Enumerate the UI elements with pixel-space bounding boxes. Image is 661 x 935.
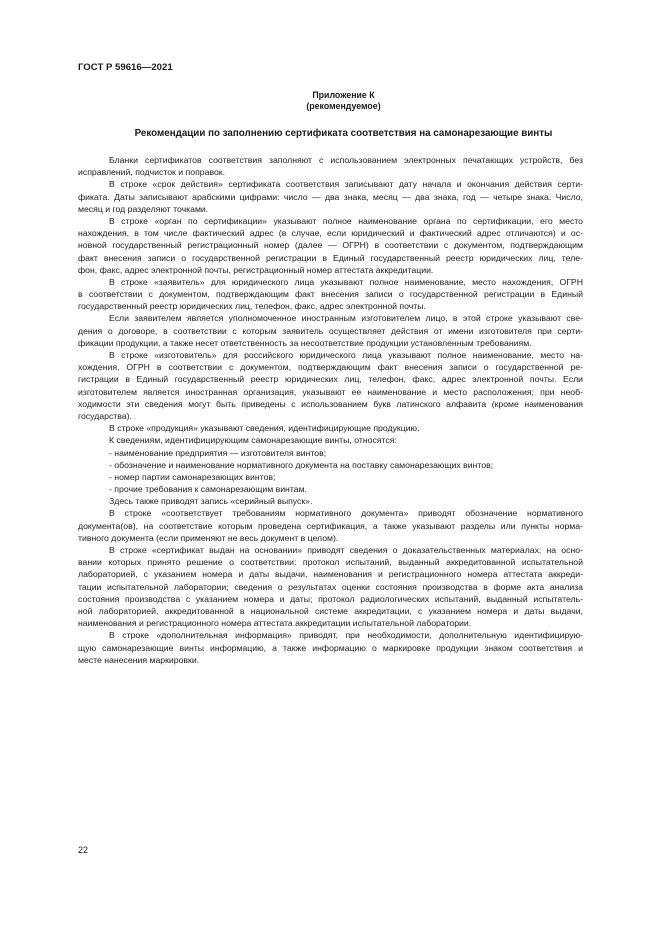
list-item [78, 459, 583, 471]
text-line: - обозначение и наименование нормативного документа на поставку самонарезающих винтов; [109, 459, 494, 470]
annex-status: (рекомендуемое) [306, 101, 381, 111]
text-line: Если заявителем является уполномоченное иностранным изготовителем лицо, в этой строке указывают све- [109, 313, 583, 324]
text-line: В строке «сертификат выдан на основании» приводят сведения о доказательственных материалах, на осно- [109, 545, 583, 555]
text-line: дения о договоре, в соответствии с которым заявитель осуществляет действия от имени изготовителя при серти- [78, 325, 583, 336]
list-item [78, 447, 583, 459]
text-line: государства). [78, 410, 132, 421]
text-line: месяц и год разделяют точками. [78, 203, 209, 214]
section-title: Рекомендации по заполнению сертификата соответствия на самонарезающие винты [134, 128, 553, 139]
text-line: Бланки сертификатов соответствия заполняют с использованием электронных печатающих устройств, без [109, 155, 583, 165]
document-code: ГОСТ Р 59616—2021 [78, 62, 173, 73]
paragraph [78, 434, 583, 446]
paragraph [78, 215, 583, 276]
text-line: В строке «изготовитель» для российского юридического лица указывают полное наименование, место на- [109, 350, 583, 360]
text-line: фиката. Даты записывают арабскими цифрами: число — два знака, месяц — два знака, год — четыре знака. Число, [78, 191, 583, 202]
paragraph [78, 154, 583, 178]
paragraph [78, 178, 583, 215]
paragraph [78, 544, 583, 629]
paragraph [78, 312, 583, 349]
text-line: нахождения, в том числе фактический адрес (в случае, если юридический и фактический адрес отличаются) и ос- [78, 228, 583, 239]
text-line: В строке «соответствует требованиям нормативного документа» приводят обозначение нормативного [109, 508, 583, 519]
text-line: новной государственный регистрационный номер (далее — ОГРН) в соответствии с документом, подтверждающим [78, 240, 583, 251]
text-line: В строке «продукция» указывают сведения, идентифицирующие продукцию. [109, 423, 420, 434]
text-line: гистрации в Единый государственный реестр юридических лиц, телефон, факс, адрес электронной почты. Если [78, 374, 583, 385]
text-line: - прочие требования к самонарезающим винтам. [109, 484, 307, 495]
document-body [78, 154, 583, 666]
text-line: В строке «заявитель» для юридического лица указывают полное наименование, место нахождения, ОГРН [109, 276, 583, 287]
paragraph [78, 507, 583, 544]
paragraph [78, 495, 583, 507]
paragraph [78, 629, 583, 666]
text-line: В строке «срок действия» сертификата соответствия записывают дату начала и окончания действия серти- [109, 179, 583, 190]
text-line: исправлений, подчисток и поправок. [78, 167, 226, 178]
text-line: в соответствии с документом, подтверждающим факт внесения записи о государственной регистрации в Единый [78, 289, 583, 300]
list-item [78, 471, 583, 483]
text-line: фикации продукции, а также несет ответственность за несоответствие продукции установленным требованиям. [78, 337, 532, 348]
annex-heading [78, 90, 583, 112]
annex-title: Приложение К [312, 90, 375, 100]
text-line: - наименование предприятия — изготовителя винтов; [109, 447, 327, 458]
text-line: вании которых принято решение о соответствии: протокол испытаний, выданный аккредитованной испытательной [78, 557, 583, 568]
text-line: хождения, ОГРН в соответствии с документом, подтверждающим факт внесения записи о государственной ре- [78, 362, 583, 373]
paragraph [78, 276, 583, 313]
text-line: К сведениям, идентифицирующим самонарезающие винты, относятся: [109, 435, 397, 446]
text-line: состояния производства с указанием номера и даты; протокол радиологических испытаний, выданный испытатель- [78, 593, 583, 604]
text-line: лабораторией, с указанием номера и даты выдачи, наименования и регистрационного номера аттестата аккреди- [78, 569, 583, 580]
paragraph [78, 422, 583, 434]
text-line: ходимости эти сведения могут быть приведены с использованием букв латинского алфавита (кроме наименования [78, 398, 583, 409]
text-line: Здесь также приводят запись «серийный выпуск». [109, 496, 313, 507]
text-line: В строке «орган по сертификации» указывают полное наименование органа по сертификации, его место [109, 215, 583, 226]
text-line: тивного документа (если применяют не весь документ в целом). [78, 532, 339, 543]
text-line: - номер партии самонарезающих винтов; [109, 471, 276, 482]
text-line: изготовителем является иностранная организация, указывают ее наименование и место расположения; при необ- [78, 386, 583, 397]
text-line: В строке «дополнительная информация» приводят, при необходимости, дополнительную идентифицирую- [109, 630, 583, 641]
text-line: наименования и регистрационного номера аттестата аккредитации испытательной лаборатории. [78, 618, 472, 629]
text-line: тации испытательной лаборатории; сведения о результатах оценки состояния производства в форме акта анализа [78, 581, 583, 592]
list-item [78, 483, 583, 495]
text-line: документа(ов), на соответствие которым проведена сертификация, а также указывают разделы или пункты норма- [78, 520, 583, 531]
text-line: государственный реестр юридических лиц, телефон, факс, адрес электронной почты. [78, 301, 426, 312]
text-line: факт внесения записи о государственной регистрации в Единый государственный реестр юридических лиц, теле- [78, 252, 583, 263]
page-number: 22 [78, 845, 89, 855]
text-line: фон, факс, адрес электронной почты, регистрационный номер аттестата аккредитации. [78, 264, 434, 275]
paragraph [78, 349, 583, 422]
text-line: щую самонарезающие винты информацию, а также информацию о маркировке продукции знаком соответствия и [78, 642, 583, 653]
text-line: месте нанесения маркировки. [78, 654, 200, 665]
text-line: ной лабораторией, аккредитованной в национальной системе аккредитации, с указанием номера и даты выдачи, [78, 605, 583, 616]
